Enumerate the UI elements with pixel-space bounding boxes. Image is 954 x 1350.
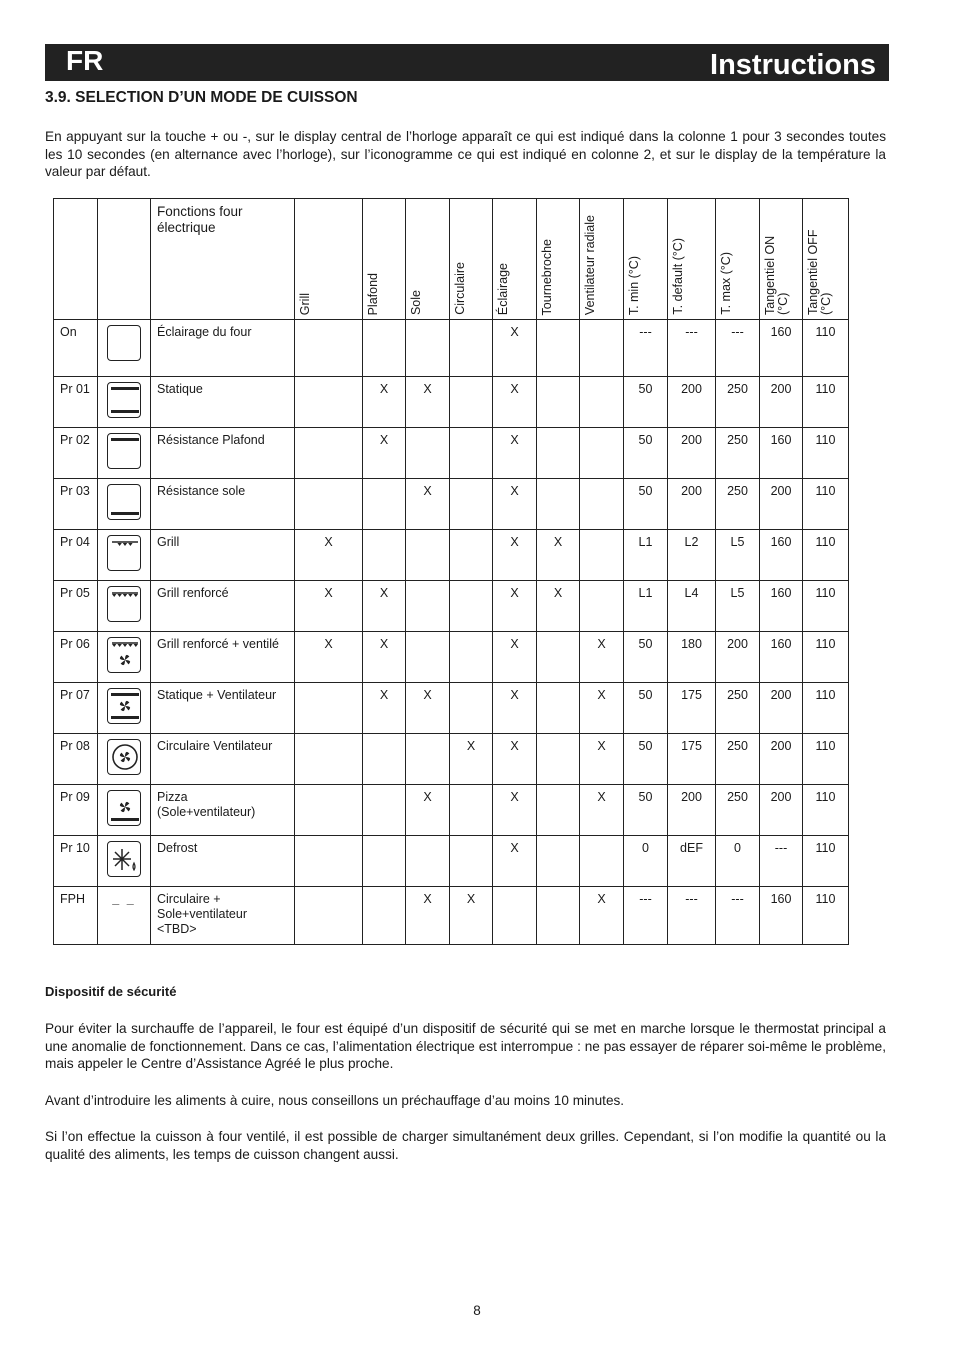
mode-icon-cell [98,377,151,428]
column-header-label: Circulaire [453,262,467,315]
page-header [45,44,889,81]
temperature-value: 200 [760,683,803,734]
element-mark [580,320,624,377]
mode-code: Pr 05 [54,581,98,632]
temperature-value: 0 [716,836,760,887]
temperature-value: L1 [624,581,668,632]
grill-large-icon [107,586,141,622]
element-mark: X [363,581,406,632]
element-mark [363,785,406,836]
column-header [363,199,406,320]
mode-code: Pr 08 [54,734,98,785]
mode-icon-cell [98,581,151,632]
top-heat-icon [107,433,141,469]
temperature-value: 200 [668,785,716,836]
table-row [54,428,849,479]
column-header-label: Éclairage [496,262,510,315]
element-mark [363,530,406,581]
column-header-label: Ventilateur radiale [583,214,597,315]
circular-fan-icon [107,739,141,775]
element-mark: X [493,836,537,887]
element-mark [450,581,493,632]
language-label: FR [66,45,104,76]
temperature-value: 200 [760,734,803,785]
intro-paragraph: En appuyant sur la touche + ou -, sur le display central de l’horloge apparaît ce qui est indiqué dans la colonne 1 pour 3 secondes toutes les 10 secondes (en alternance avec l’horloge), sur l’iconogramme ce qui est indiqué en colonne 2, et sur le display de la température la valeur par défaut. [45,129,886,179]
element-mark [295,785,363,836]
element-mark: X [363,377,406,428]
element-mark: X [406,887,450,945]
mode-function: Grill renforcé [151,581,295,632]
element-mark [537,479,580,530]
element-mark [406,530,450,581]
temperature-value: 110 [803,683,849,734]
mode-function: Defrost [151,836,295,887]
temperature-value: 50 [624,683,668,734]
column-header-label: T. min (°C) [627,255,641,315]
mode-function: Grill renforcé + ventilé [151,632,295,683]
placeholder-icon: _ _ [112,892,136,906]
column-header-label: T. default (°C) [671,238,685,315]
element-mark: X [580,632,624,683]
table-row [54,632,849,683]
element-mark: X [580,887,624,945]
temperature-value: 200 [668,428,716,479]
column-header-label: T. max (°C) [719,252,733,315]
mode-function: Grill [151,530,295,581]
element-mark [537,632,580,683]
temperature-value: 200 [760,479,803,530]
temperature-value: 250 [716,785,760,836]
temperature-value: 110 [803,632,849,683]
mode-code: Pr 06 [54,632,98,683]
mode-code: FPH [54,887,98,945]
element-mark: X [493,377,537,428]
temperature-value: --- [668,887,716,945]
column-header [668,199,716,320]
element-mark: X [363,428,406,479]
header-code [54,199,98,320]
temperature-value: 110 [803,428,849,479]
temperature-value: 200 [760,785,803,836]
mode-code: Pr 02 [54,428,98,479]
temperature-value: L2 [668,530,716,581]
temperature-value: 250 [716,428,760,479]
temperature-value: 160 [760,887,803,945]
mode-icon-cell [98,632,151,683]
temperature-value: 180 [668,632,716,683]
mode-code: Pr 07 [54,683,98,734]
mode-icon-cell [98,479,151,530]
element-mark [295,479,363,530]
temperature-value: L4 [668,581,716,632]
element-mark: X [406,785,450,836]
temperature-value: L1 [624,530,668,581]
element-mark [363,734,406,785]
column-header [537,199,580,320]
mode-function: Circulaire Ventilateur [151,734,295,785]
element-mark [580,479,624,530]
element-mark [295,836,363,887]
page-title: Instructions [710,49,876,81]
mode-code: Pr 10 [54,836,98,887]
mode-icon-cell [98,785,151,836]
temperature-value: 110 [803,836,849,887]
mode-function: Statique [151,377,295,428]
temperature-value: --- [760,836,803,887]
table-row [54,785,849,836]
element-mark [363,836,406,887]
element-mark: X [580,683,624,734]
mode-code: Pr 04 [54,530,98,581]
grill-icon [107,535,141,571]
table-header-row [54,199,849,320]
mode-function: Résistance sole [151,479,295,530]
temperature-value: 250 [716,377,760,428]
element-mark [295,887,363,945]
element-mark: X [580,785,624,836]
column-header [493,199,537,320]
element-mark: X [493,428,537,479]
element-mark [580,428,624,479]
temperature-value: 175 [668,734,716,785]
column-header [803,199,849,320]
element-mark [450,836,493,887]
temperature-value: 110 [803,887,849,945]
element-mark: X [537,530,580,581]
top-bottom-heat-icon [107,382,141,418]
mode-function: Pizza (Sole+ventilateur) [151,785,295,836]
safety-paragraph: Pour éviter la surchauffe de l’appareil, le four est équipé d’un dispositif de sécurité qui se met en marche lorsque le thermostat principal a une anomalie de fonctionnement. Dans ce cas, l’alimentation électrique est interrompue : ne pas essayer de réparer soi-même le problème, mais appeler le Centre d’Assistance Agréé le plus proche. [45,1021,886,1071]
mode-icon-cell [98,683,151,734]
column-header-label: Tangentiel OFF (°C) [806,229,833,315]
temperature-value: 110 [803,785,849,836]
page-number: 8 [473,1303,481,1318]
element-mark [406,428,450,479]
element-mark [406,632,450,683]
temperature-value: 50 [624,734,668,785]
temperature-value: 50 [624,428,668,479]
header-icon [98,199,151,320]
element-mark [537,836,580,887]
element-mark [450,479,493,530]
element-mark: X [493,320,537,377]
temperature-value: --- [716,887,760,945]
element-mark: X [363,683,406,734]
column-header [450,199,493,320]
element-mark: X [493,479,537,530]
element-mark: X [406,479,450,530]
element-mark [295,428,363,479]
element-mark [450,320,493,377]
safety-title: Dispositif de sécurité [45,984,177,999]
column-header-label: Grill [298,292,312,315]
bottom-heat-icon [107,484,141,520]
temperature-value: 250 [716,479,760,530]
mode-icon-cell [98,734,151,785]
header-function: Fonctions four électrique [151,199,295,320]
mode-icon-cell [98,320,151,377]
element-mark: X [493,734,537,785]
element-mark [295,683,363,734]
element-mark [406,836,450,887]
element-mark [580,530,624,581]
mode-function: Éclairage du four [151,320,295,377]
fan-paragraph: Si l’on effectue la cuisson à four ventilé, il est possible de charger simultanément deux grilles. Cependant, si l’on modifie la quantité ou la qualité des aliments, les temps de cuisson changent aussi. [45,1129,886,1162]
temperature-value: --- [624,320,668,377]
element-mark: X [493,683,537,734]
element-mark: X [295,530,363,581]
element-mark: X [537,581,580,632]
temperature-value: 110 [803,530,849,581]
temperature-value: 110 [803,581,849,632]
mode-function: Statique + Ventilateur [151,683,295,734]
element-mark: X [295,632,363,683]
element-mark: X [450,887,493,945]
pizza-fan-icon [107,790,141,826]
element-mark: X [406,377,450,428]
temperature-value: 110 [803,320,849,377]
table-row [54,734,849,785]
preheat-paragraph: Avant d’introduire les aliments à cuire, nous conseillons un préchauffage d’au moins 10 minutes. [45,1093,625,1108]
temperature-value: 160 [760,581,803,632]
temperature-value: 50 [624,632,668,683]
element-mark [295,377,363,428]
element-mark [580,581,624,632]
column-header [295,199,363,320]
element-mark [537,377,580,428]
table-row [54,320,849,377]
table-row [54,836,849,887]
element-mark [363,887,406,945]
table-row [54,683,849,734]
mode-icon-cell [98,428,151,479]
mode-icon-cell [98,836,151,887]
mode-function: Résistance Plafond [151,428,295,479]
mode-code: Pr 01 [54,377,98,428]
temperature-value: 200 [760,377,803,428]
element-mark [450,428,493,479]
element-mark [537,320,580,377]
column-header [624,199,668,320]
element-mark [363,320,406,377]
element-mark [580,377,624,428]
temperature-value: 160 [760,632,803,683]
temperature-value: L5 [716,530,760,581]
element-mark [493,887,537,945]
element-mark: X [493,581,537,632]
lamp-icon [107,325,141,361]
column-header [760,199,803,320]
column-header-label: Sole [409,289,423,315]
temperature-value: 0 [624,836,668,887]
element-mark [406,320,450,377]
element-mark [537,785,580,836]
column-header [716,199,760,320]
element-mark: X [363,632,406,683]
temperature-value: --- [624,887,668,945]
column-header [580,199,624,320]
element-mark [537,887,580,945]
table-row [54,887,849,945]
element-mark [450,530,493,581]
element-mark [295,734,363,785]
static-fan-icon [107,688,141,724]
element-mark [580,836,624,887]
temperature-value: 50 [624,785,668,836]
table-row [54,479,849,530]
column-header-label: Tangentiel ON (°C) [763,235,790,315]
mode-code: Pr 09 [54,785,98,836]
temperature-value: 50 [624,479,668,530]
table-row [54,530,849,581]
temperature-value: 110 [803,377,849,428]
temperature-value: dEF [668,836,716,887]
element-mark: X [493,632,537,683]
element-mark [450,377,493,428]
element-mark: X [406,683,450,734]
defrost-icon [107,841,141,877]
mode-code: On [54,320,98,377]
element-mark [450,632,493,683]
temperature-value: 250 [716,683,760,734]
temperature-value: 160 [760,320,803,377]
temperature-value: --- [668,320,716,377]
section-title: 3.9. SELECTION D’UN MODE DE CUISSON [45,89,358,106]
cooking-modes-table [53,198,849,945]
element-mark [537,428,580,479]
element-mark [537,734,580,785]
element-mark [450,683,493,734]
element-mark: X [580,734,624,785]
temperature-value: 110 [803,479,849,530]
mode-function: Circulaire + Sole+ventilateur <TBD> [151,887,295,945]
mode-icon-cell [98,887,151,945]
temperature-value: 160 [760,428,803,479]
temperature-value: 250 [716,734,760,785]
temperature-value: 50 [624,377,668,428]
column-header-label: Tournebroche [540,238,554,315]
temperature-value: 200 [668,377,716,428]
element-mark: X [295,581,363,632]
element-mark: X [450,734,493,785]
element-mark [450,785,493,836]
column-header [406,199,450,320]
mode-icon-cell [98,530,151,581]
temperature-value: --- [716,320,760,377]
table-row [54,581,849,632]
temperature-value: 160 [760,530,803,581]
temperature-value: 110 [803,734,849,785]
temperature-value: L5 [716,581,760,632]
element-mark [295,320,363,377]
temperature-value: 175 [668,683,716,734]
element-mark: X [493,785,537,836]
element-mark [406,734,450,785]
element-mark [406,581,450,632]
column-header-label: Plafond [366,272,380,315]
mode-code: Pr 03 [54,479,98,530]
grill-fan-icon [107,637,141,673]
temperature-value: 200 [668,479,716,530]
element-mark: X [493,530,537,581]
temperature-value: 200 [716,632,760,683]
element-mark [363,479,406,530]
element-mark [537,683,580,734]
table-row [54,377,849,428]
